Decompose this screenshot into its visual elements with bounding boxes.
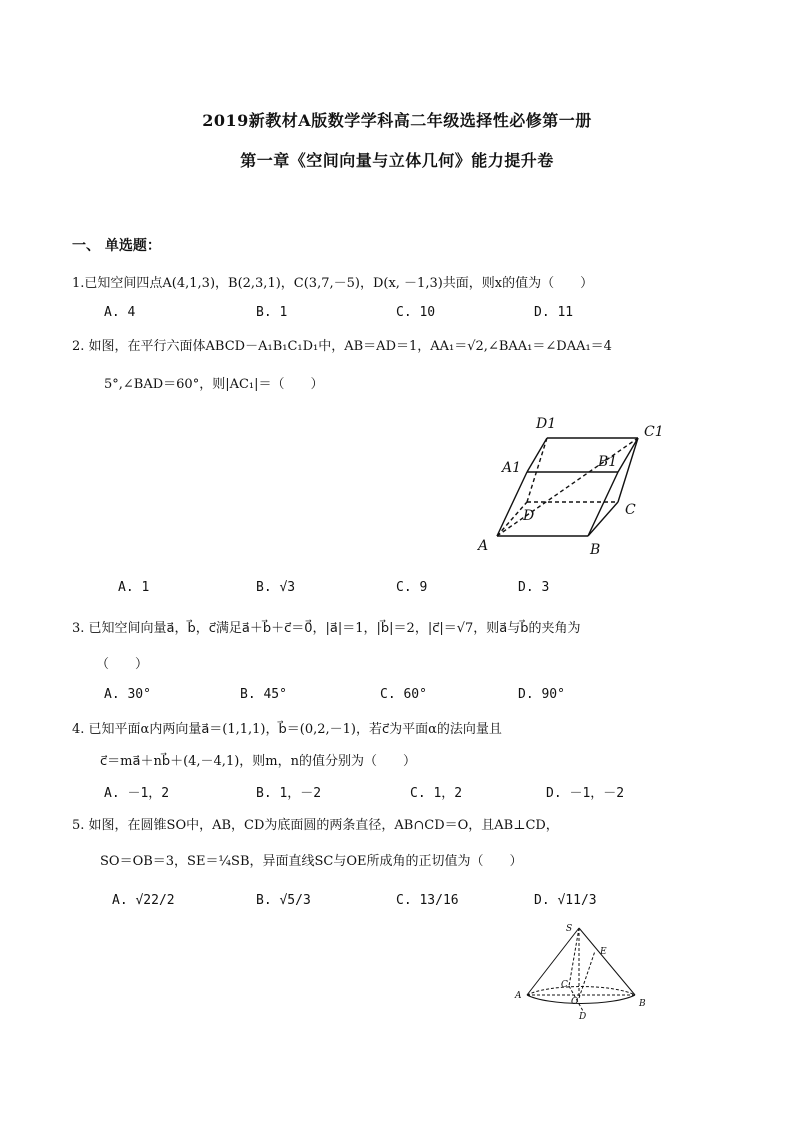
label-c: C bbox=[561, 980, 568, 990]
label-b: B bbox=[590, 542, 601, 558]
label-o: O bbox=[571, 997, 579, 1007]
question-2-stem-line1: 2. 如图，在平行六面体ABCD－A₁B₁C₁D₁中，AB＝AD＝1，AA₁＝√2,∠BAA₁＝∠DAA₁＝4 bbox=[72, 339, 612, 354]
question-4-option-c: C. 1，2 bbox=[410, 786, 463, 801]
section-heading: 一、 单选题： bbox=[72, 238, 161, 254]
label-c1: C1 bbox=[644, 424, 664, 440]
question-3-stem-line2: （ ） bbox=[96, 657, 149, 672]
label-d: D bbox=[523, 508, 535, 524]
question-2-option-c: C. 9 bbox=[396, 580, 428, 595]
question-4-option-a: A. －1，2 bbox=[104, 786, 170, 801]
question-5-option-b: B. √5/3 bbox=[256, 893, 311, 908]
question-2-option-b: B. √3 bbox=[256, 580, 296, 595]
document-subtitle: 第一章《空间向量与立体几何》能力提升卷 bbox=[240, 151, 554, 170]
question-4-stem-line1: 4. 已知平面α内两向量a⃗＝(1,1,1)，b⃗＝(0,2,－1)，若c⃗为平面α的法向量且 bbox=[72, 722, 502, 737]
question-5-option-a: A. √22/2 bbox=[112, 893, 175, 908]
label-s: S bbox=[566, 924, 573, 934]
question-3-stem-line1: 3. 已知空间向量a⃗，b⃗，c⃗满足a⃗＋b⃗＋c⃗＝0⃗，|a⃗|＝1，|b⃗|＝2，|c⃗|＝√7，则a⃗与b⃗的夹角为 bbox=[72, 621, 581, 636]
document-title: 2019新教材A版数学学科高二年级选择性必修第一册 bbox=[202, 111, 592, 130]
label-a: A bbox=[478, 538, 489, 554]
question-3-option-a: A. 30° bbox=[104, 687, 151, 702]
label-d: D bbox=[579, 1012, 587, 1022]
question-5-option-c: C. 13/16 bbox=[396, 893, 459, 908]
question-1-option-b: B. 1 bbox=[256, 305, 288, 320]
label-b1: B1 bbox=[598, 454, 618, 470]
question-1-option-c: C. 10 bbox=[396, 305, 436, 320]
question-3-option-b: B. 45° bbox=[240, 687, 287, 702]
label-e: E bbox=[600, 947, 607, 957]
question-2-option-a: A. 1 bbox=[118, 580, 150, 595]
label-d1: D1 bbox=[536, 416, 557, 432]
label-a: A bbox=[515, 991, 522, 1001]
question-5-option-d: D. √11/3 bbox=[534, 893, 597, 908]
label-c: C bbox=[625, 502, 636, 518]
parallelepiped-figure bbox=[470, 410, 680, 560]
question-4-stem-line2: c⃗＝ma⃗＋nb⃗＋(4,－4,1)，则m，n的值分别为（ ） bbox=[100, 754, 416, 769]
cone-figure bbox=[505, 918, 655, 1023]
question-1-option-d: D. 11 bbox=[534, 305, 574, 320]
question-5-stem-line1: 5. 如图，在圆锥SO中，AB，CD为底面圆的两条直径，AB∩CD＝O，且AB⊥CD， bbox=[72, 818, 559, 833]
question-4-option-b: B. 1，－2 bbox=[256, 786, 322, 801]
question-1-stem: 1.已知空间四点A(4,1,3)，B(2,3,1)，C(3,7,－5)，D(x, －1,3)共面，则x的值为（ ） bbox=[72, 276, 594, 291]
label-b: B bbox=[639, 999, 646, 1009]
question-2-option-d: D. 3 bbox=[518, 580, 550, 595]
question-3-option-c: C. 60° bbox=[380, 687, 427, 702]
question-2-stem-line2: 5°,∠BAD＝60°，则|AC₁|＝（ ） bbox=[104, 377, 324, 392]
question-5-stem-line2: SO＝OB＝3，SE＝¼SB，异面直线SC与OE所成角的正切值为（ ） bbox=[100, 854, 523, 869]
question-3-option-d: D. 90° bbox=[518, 687, 565, 702]
question-4-option-d: D. －1，－2 bbox=[546, 786, 625, 801]
question-1-option-a: A. 4 bbox=[104, 305, 136, 320]
label-a1: A1 bbox=[502, 460, 522, 476]
